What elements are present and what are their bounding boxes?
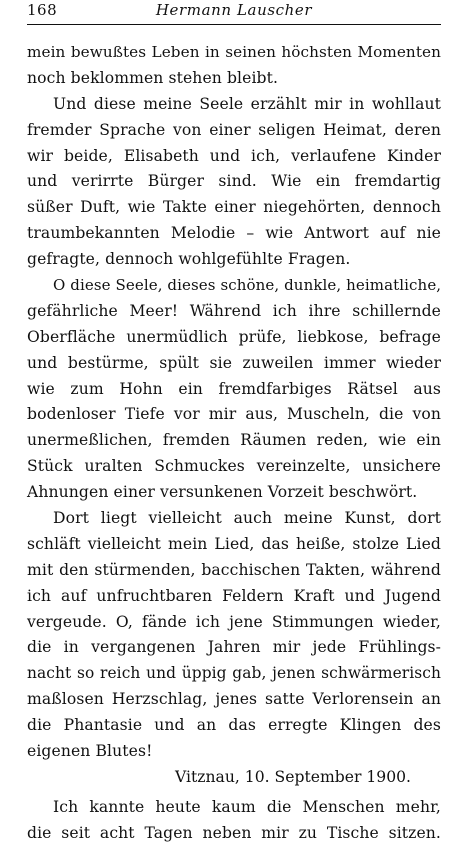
text-line: eigenen Blutes! xyxy=(27,742,153,761)
text-line: nacht so reich und üppig gab, jenen schwärmerisch xyxy=(27,664,441,683)
text-line: wie zum Hohn ein fremdfarbiges Rätsel aus xyxy=(27,379,441,398)
text-line: ich auf unfruchtbaren Feldern Kraft und Jugend xyxy=(27,586,441,605)
text-line: mit den stürmenden, bacchischen Takten, während xyxy=(27,560,441,579)
text-line: Und diese meine Seele erzählt mir in wohllaut xyxy=(53,94,441,113)
text-line: O diese Seele, dieses schöne, dunkle, heimatliche, xyxy=(53,276,442,295)
running-title: Hermann Lauscher xyxy=(155,1,313,19)
text-line: gefährliche Meer! Während ich ihre schillernde xyxy=(27,301,441,320)
text-line: die in vergangenen Jahren mir jede Frühlings- xyxy=(27,638,441,657)
text-line: vergeude. O, fände ich jene Stimmungen wieder, xyxy=(27,612,441,631)
body-text xyxy=(27,40,441,847)
text-line: wir beide, Elisabeth und ich, verlaufene Kinder xyxy=(27,146,441,165)
text-line: Ich kannte heute kaum die Menschen mehr, xyxy=(53,797,441,816)
text-line: fremder Sprache von einer seligen Heimat, deren xyxy=(27,120,441,139)
text-line: und bestürme, spült sie zuweilen immer wieder xyxy=(27,353,441,372)
text-line: bodenloser Tiefe vor mir aus, Muscheln, die von xyxy=(27,405,441,424)
text-line: die Phantasie und an das erregte Klingen des xyxy=(27,716,441,735)
text-line: gefragte, dennoch wohlgefühlte Fragen. xyxy=(27,250,351,269)
text-line: die seit acht Tagen neben mir zu Tische sitzen. xyxy=(27,823,441,842)
text-line: maßlosen Herzschlag, jenes satte Verlorensein an xyxy=(27,690,441,709)
text-line: Dort liegt vielleicht auch meine Kunst, dort xyxy=(53,509,441,528)
running-header xyxy=(27,0,441,25)
text-line: Ahnungen einer versunkenen Vorzeit beschwört. xyxy=(27,483,418,502)
text-line: noch beklommen stehen bleibt. xyxy=(27,68,279,87)
text-line: und verirrte Bürger sind. Wie ein fremdartig xyxy=(27,172,441,191)
text-line: mein bewußtes Leben in seinen höchsten Momenten xyxy=(27,43,441,61)
text-line: traumbekannten Melodie – wie Antwort auf nie xyxy=(27,224,441,243)
text-line: schläft vielleicht mein Lied, das heiße, stolze Lied xyxy=(27,534,441,553)
text-line: Stück uralten Schmuckes vereinzelte, unsichere xyxy=(27,457,441,476)
text-line: Oberfläche unermüdlich prüfe, liebkose, befrage xyxy=(27,327,441,346)
dateline: Vitznau, 10. September 1900. xyxy=(175,767,411,786)
page-number: 168 xyxy=(27,1,58,19)
text-line: süßer Duft, wie Takte einer niegehörten, dennoch xyxy=(27,198,441,217)
text-line: unermeßlichen, fremden Räumen reden, wie ein xyxy=(27,431,441,450)
